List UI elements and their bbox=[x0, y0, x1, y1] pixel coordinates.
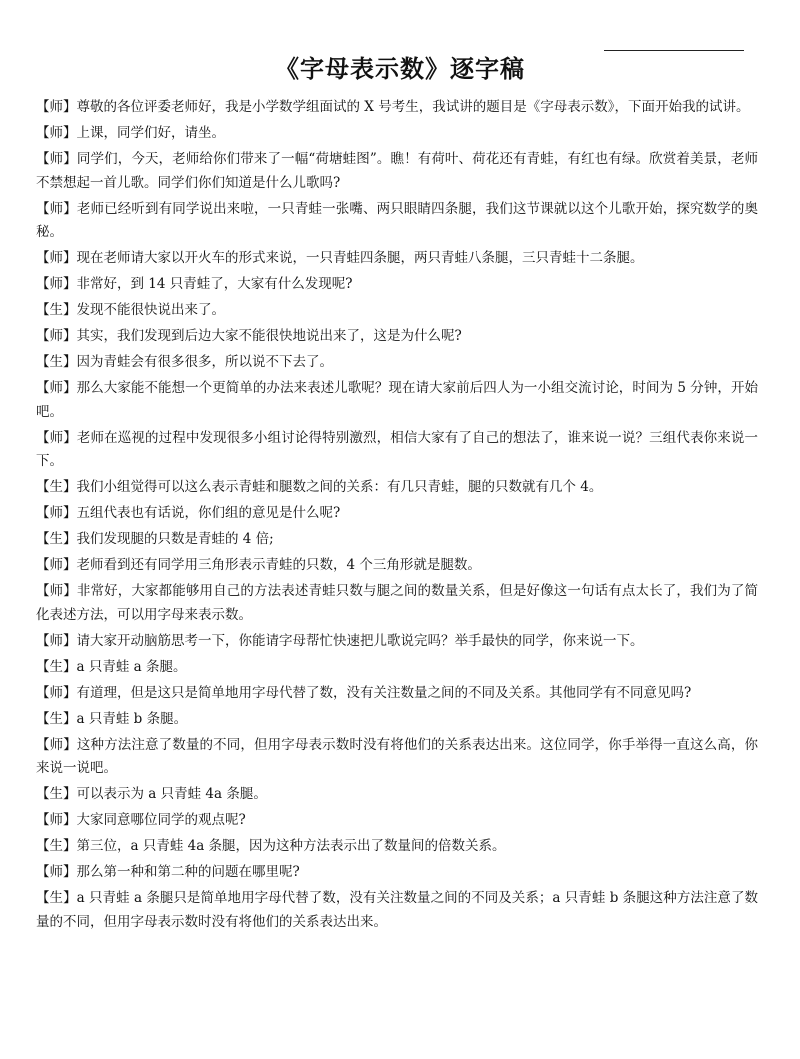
dialogue-text: 现在老师请大家以开火车的形式来说，一只青蛙四条腿，两只青蛙八条腿，三只青蛙十二条腿。 bbox=[76, 250, 644, 266]
speaker-label: 【生】 bbox=[36, 890, 77, 906]
dialogue-paragraph bbox=[36, 502, 758, 526]
document-title: 《字母表示数》逐字稿 bbox=[275, 54, 525, 83]
dialogue-text: 五组代表也有话说，你们组的意见是什么呢? bbox=[76, 505, 341, 521]
dialogue-text: 大家同意哪位同学的观点呢? bbox=[76, 812, 246, 828]
dialogue-text: 老师在巡视的过程中发现很多小组讨论得特别激烈，相信大家有了自己的想法了，谁来说一说？三组代表你来说一下。 bbox=[36, 429, 758, 469]
speaker-label: 【生】 bbox=[36, 658, 77, 675]
speaker-label: 【生】 bbox=[36, 354, 77, 370]
speaker-label: 【师】 bbox=[36, 557, 77, 573]
dialogue-text: a 只青蛙 a 条腿只是简单地用字母代替了数，没有关注数量之间的不同及关系；a 只青蛙 b 条腿这种方法注意了数量的不同，但用字母表示数时没有将他们的关系表达出来。 bbox=[36, 890, 759, 930]
dialogue-paragraph bbox=[36, 325, 758, 349]
speaker-label: 【师】 bbox=[36, 505, 77, 521]
dialogue-text: 尊敬的各位评委老师好，我是小学数学组面试的 X 号考生，我试讲的题目是《字母表示数》，下面开始我的试讲。 bbox=[76, 99, 750, 115]
speaker-label: 【师】 bbox=[36, 276, 77, 292]
speaker-label: 【师】 bbox=[36, 200, 77, 217]
speaker-label: 【生】 bbox=[36, 710, 77, 727]
speaker-label: 【师】 bbox=[36, 583, 77, 599]
dialogue-paragraph bbox=[36, 96, 758, 120]
speaker-label: 【生】 bbox=[36, 479, 77, 495]
speaker-label: 【师】 bbox=[36, 864, 77, 880]
dialogue-text: 这种方法注意了数量的不同，但用字母表示数时没有将他们的关系表达出来。这位同学，你手举得一直这么高，你来说一说吧。 bbox=[36, 736, 758, 776]
speaker-label: 【师】 bbox=[36, 125, 77, 141]
dialogue-text: 我们小组觉得可以这么表示青蛙和腿数之间的关系：有几只青蛙，腿的只数就有几个 4。 bbox=[76, 479, 603, 495]
dialogue-text: 非常好，大家都能够用自己的方法表述青蛙只数与腿之间的数量关系，但是好像这一句话有点太长了，我们为了简化表述方法，可以用字母来表示数。 bbox=[36, 583, 758, 623]
dialogue-paragraph bbox=[36, 198, 758, 245]
dialogue-paragraph bbox=[36, 734, 758, 781]
dialogue-paragraph bbox=[36, 351, 758, 375]
speaker-label: 【师】 bbox=[36, 632, 77, 649]
dialogue-paragraph bbox=[36, 783, 758, 807]
dialogue-paragraph bbox=[36, 554, 758, 578]
dialogue-paragraph bbox=[36, 528, 758, 552]
dialogue-paragraph bbox=[36, 273, 758, 297]
dialogue-text: 有道理，但是这只是简单地用字母代替了数，没有关注数量之间的不同及关系。其他同学有不同意见吗? bbox=[76, 684, 692, 701]
dialogue-text: 发现不能很快说出来了。 bbox=[76, 302, 225, 318]
dialogue-paragraph bbox=[36, 580, 758, 627]
dialogue-text: 因为青蛙会有很多很多，所以说不下去了。 bbox=[76, 354, 333, 370]
dialogue-paragraph bbox=[36, 630, 758, 654]
dialogue-paragraph bbox=[36, 427, 758, 474]
dialogue-text: 其实，我们发现到后边大家不能很快地说出来了，这是为什么呢? bbox=[76, 328, 462, 344]
speaker-label: 【师】 bbox=[36, 151, 77, 167]
dialogue-text: 那么大家能不能想一个更简单的办法来表述儿歌呢？现在请大家前后四人为一小组交流讨论，时间为 5 分钟，开始吧。 bbox=[36, 380, 759, 420]
speaker-label: 【师】 bbox=[36, 429, 77, 446]
speaker-label: 【生】 bbox=[36, 531, 77, 547]
document-body bbox=[36, 96, 758, 937]
speaker-label: 【生】 bbox=[36, 302, 77, 318]
dialogue-paragraph bbox=[36, 122, 758, 146]
dialogue-paragraph bbox=[36, 809, 758, 833]
dialogue-text: 我们发现腿的只数是青蛙的 4 倍; bbox=[76, 531, 274, 547]
dialogue-paragraph bbox=[36, 887, 758, 934]
dialogue-paragraph bbox=[36, 861, 758, 885]
speaker-label: 【生】 bbox=[36, 838, 77, 854]
speaker-label: 【师】 bbox=[36, 812, 77, 828]
dialogue-text: 老师看到还有同学用三角形表示青蛙的只数，4 个三角形就是腿数。 bbox=[76, 557, 481, 573]
dialogue-text: 可以表示为 a 只青蛙 4a 条腿。 bbox=[76, 786, 267, 802]
speaker-label: 【师】 bbox=[36, 736, 77, 753]
speaker-label: 【师】 bbox=[36, 99, 77, 115]
dialogue-paragraph bbox=[36, 247, 758, 271]
dialogue-paragraph bbox=[36, 377, 758, 424]
dialogue-text: 同学们，今天，老师给你们带来了一幅“荷塘蛙图”。瞧！有荷叶、荷花还有青蛙，有红也有绿。欣赏着美景，老师不禁想起一首儿歌。同学们你们知道是什么儿歌吗? bbox=[36, 151, 758, 191]
dialogue-text: 老师已经听到有同学说出来啦，一只青蛙一张嘴、两只眼睛四条腿，我们这节课就以这个儿歌开始，探究数学的奥秘。 bbox=[36, 200, 758, 240]
dialogue-text: 上课，同学们好，请坐。 bbox=[76, 125, 225, 141]
dialogue-text: 请大家开动脑筋思考一下，你能请字母帮忙快速把儿歌说完吗？举手最快的同学，你来说一下。 bbox=[76, 632, 644, 649]
dialogue-paragraph bbox=[36, 656, 758, 680]
dialogue-paragraph bbox=[36, 148, 758, 195]
dialogue-text: 非常好，到 14 只青蛙了，大家有什么发现呢? bbox=[76, 276, 353, 292]
dialogue-paragraph bbox=[36, 476, 758, 500]
header-rule bbox=[604, 50, 744, 51]
dialogue-text: 那么第一种和第二种的问题在哪里呢? bbox=[76, 864, 300, 880]
dialogue-paragraph bbox=[36, 708, 758, 732]
dialogue-paragraph bbox=[36, 682, 758, 706]
dialogue-paragraph bbox=[36, 299, 758, 323]
speaker-label: 【师】 bbox=[36, 684, 77, 701]
speaker-label: 【师】 bbox=[36, 380, 77, 396]
dialogue-text: a 只青蛙 b 条腿。 bbox=[76, 710, 188, 727]
dialogue-text: a 只青蛙 a 条腿。 bbox=[76, 658, 187, 675]
dialogue-text: 第三位，a 只青蛙 4a 条腿，因为这种方法表示出了数量间的倍数关系。 bbox=[76, 838, 506, 854]
speaker-label: 【师】 bbox=[36, 328, 77, 344]
speaker-label: 【师】 bbox=[36, 250, 77, 266]
speaker-label: 【生】 bbox=[36, 786, 77, 802]
dialogue-paragraph bbox=[36, 835, 758, 859]
